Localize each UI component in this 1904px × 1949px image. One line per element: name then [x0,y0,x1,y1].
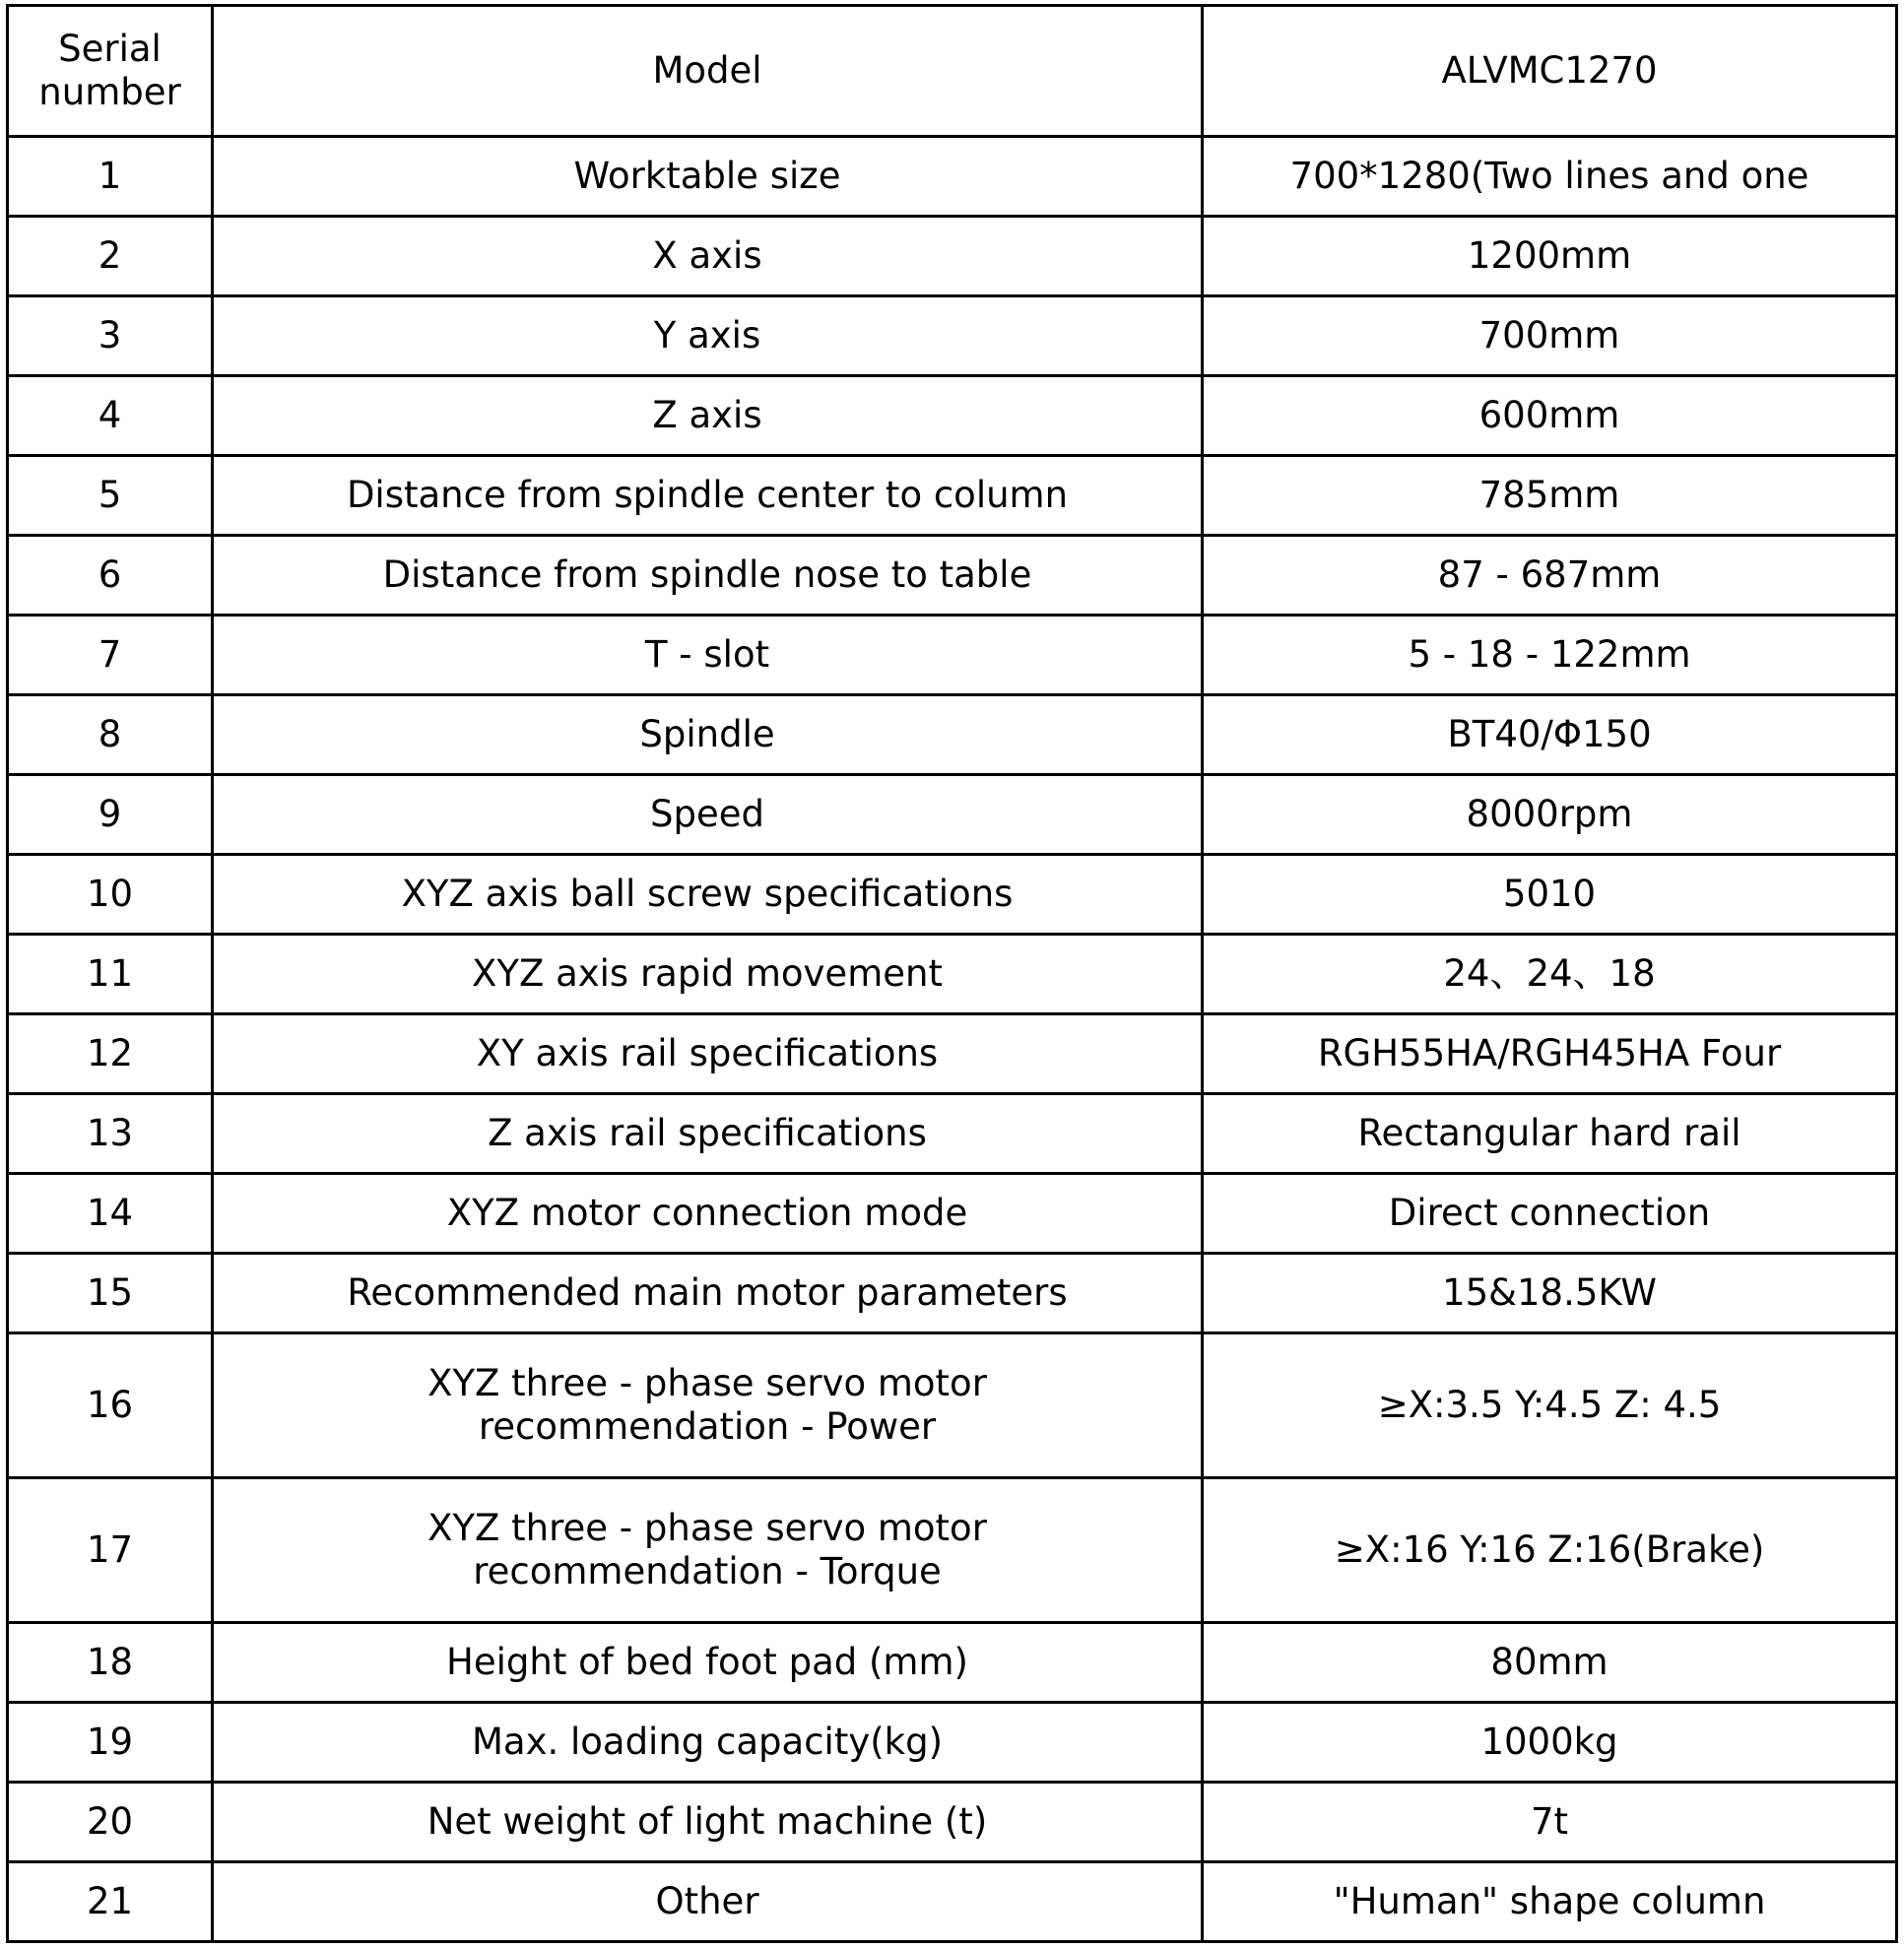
row-item-value: 80mm [1203,1623,1897,1703]
row-item-name: XY axis rail specifications [213,1014,1203,1094]
row-item-name: Spindle [213,695,1203,775]
header-model-value: ALVMC1270 [1203,6,1897,137]
row-item-name [213,1478,1203,1623]
header-serial-number [8,6,213,137]
row-item-name: Max. loading capacity(kg) [213,1703,1203,1783]
machine-specification-table [6,4,1898,1943]
row-serial-number: 8 [8,695,213,775]
row-item-value: 1200mm [1203,217,1897,296]
row-serial-number: 19 [8,1703,213,1783]
row-item-value: 5010 [1203,855,1897,935]
table-row [8,1783,1897,1862]
row-serial-number: 6 [8,536,213,616]
row-item-name: Z axis [213,376,1203,456]
row-item-value: Rectangular hard rail [1203,1094,1897,1174]
table-row [8,695,1897,775]
table-row [8,855,1897,935]
row-item-value: 700mm [1203,296,1897,376]
row-item-name: XYZ axis rapid movement [213,935,1203,1014]
row-serial-number: 1 [8,137,213,217]
row-item-name: Distance from spindle center to column [213,456,1203,536]
table-row [8,775,1897,855]
row-item-value: 785mm [1203,456,1897,536]
row-item-name: Distance from spindle nose to table [213,536,1203,616]
row-item-value: 7t [1203,1783,1897,1862]
row-serial-number: 17 [8,1478,213,1623]
row-item-value: 8000rpm [1203,775,1897,855]
row-item-name: Recommended main motor parameters [213,1254,1203,1333]
table-header-row [8,6,1897,137]
row-item-value: 600mm [1203,376,1897,456]
row-serial-number: 15 [8,1254,213,1333]
table-row [8,1333,1897,1478]
row-item-value: 87 - 687mm [1203,536,1897,616]
row-serial-number: 21 [8,1862,213,1942]
row-item-name-line2: recommendation - Torque [473,1550,942,1592]
header-model: Model [213,6,1203,137]
row-serial-number: 4 [8,376,213,456]
table-row [8,456,1897,536]
row-serial-number: 16 [8,1333,213,1478]
table-row [8,296,1897,376]
row-item-value: "Human" shape column [1203,1862,1897,1942]
table-row [8,137,1897,217]
row-serial-number: 20 [8,1783,213,1862]
table-body [8,6,1897,1942]
row-serial-number: 9 [8,775,213,855]
row-item-value: ≥X:3.5 Y:4.5 Z: 4.5 [1203,1333,1897,1478]
row-serial-number: 7 [8,616,213,695]
row-item-value: 24、24、18 [1203,935,1897,1014]
row-item-name [213,1333,1203,1478]
table-row [8,616,1897,695]
table-row [8,1478,1897,1623]
row-item-name: Speed [213,775,1203,855]
table-row [8,1254,1897,1333]
row-serial-number: 11 [8,935,213,1014]
row-item-name-line2: recommendation - Power [478,1405,937,1448]
table-row [8,217,1897,296]
row-item-name: Z axis rail specifications [213,1094,1203,1174]
row-item-value: Direct connection [1203,1174,1897,1254]
row-item-value: ≥X:16 Y:16 Z:16(Brake) [1203,1478,1897,1623]
row-item-name: Other [213,1862,1203,1942]
row-serial-number: 14 [8,1174,213,1254]
table-row [8,1862,1897,1942]
row-serial-number: 18 [8,1623,213,1703]
row-item-name-line1: XYZ three - phase servo motor [427,1362,987,1405]
header-serial-line2: number [38,71,181,113]
row-item-name: Y axis [213,296,1203,376]
row-item-name: Worktable size [213,137,1203,217]
table-row [8,1014,1897,1094]
table-row [8,536,1897,616]
table-row [8,376,1897,456]
row-item-name: XYZ axis ball screw specifications [213,855,1203,935]
header-serial-line1: Serial [58,28,162,71]
row-item-name-line1: XYZ three - phase servo motor [427,1507,987,1550]
row-item-name: XYZ motor connection mode [213,1174,1203,1254]
table-row [8,1623,1897,1703]
row-serial-number: 13 [8,1094,213,1174]
table-row [8,935,1897,1014]
row-serial-number: 2 [8,217,213,296]
row-serial-number: 3 [8,296,213,376]
table-row [8,1094,1897,1174]
table-row [8,1174,1897,1254]
row-item-value: 15&18.5KW [1203,1254,1897,1333]
row-item-value: 1000kg [1203,1703,1897,1783]
row-serial-number: 12 [8,1014,213,1094]
row-item-value: 5 - 18 - 122mm [1203,616,1897,695]
row-item-name: Net weight of light machine (t) [213,1783,1203,1862]
row-item-value: RGH55HA/RGH45HA Four [1203,1014,1897,1094]
row-item-value: BT40/Φ150 [1203,695,1897,775]
row-item-name: T - slot [213,616,1203,695]
row-item-name: Height of bed foot pad (mm) [213,1623,1203,1703]
row-item-value: 700*1280(Two lines and one [1203,137,1897,217]
table-row [8,1703,1897,1783]
row-serial-number: 5 [8,456,213,536]
row-item-name: X axis [213,217,1203,296]
row-serial-number: 10 [8,855,213,935]
